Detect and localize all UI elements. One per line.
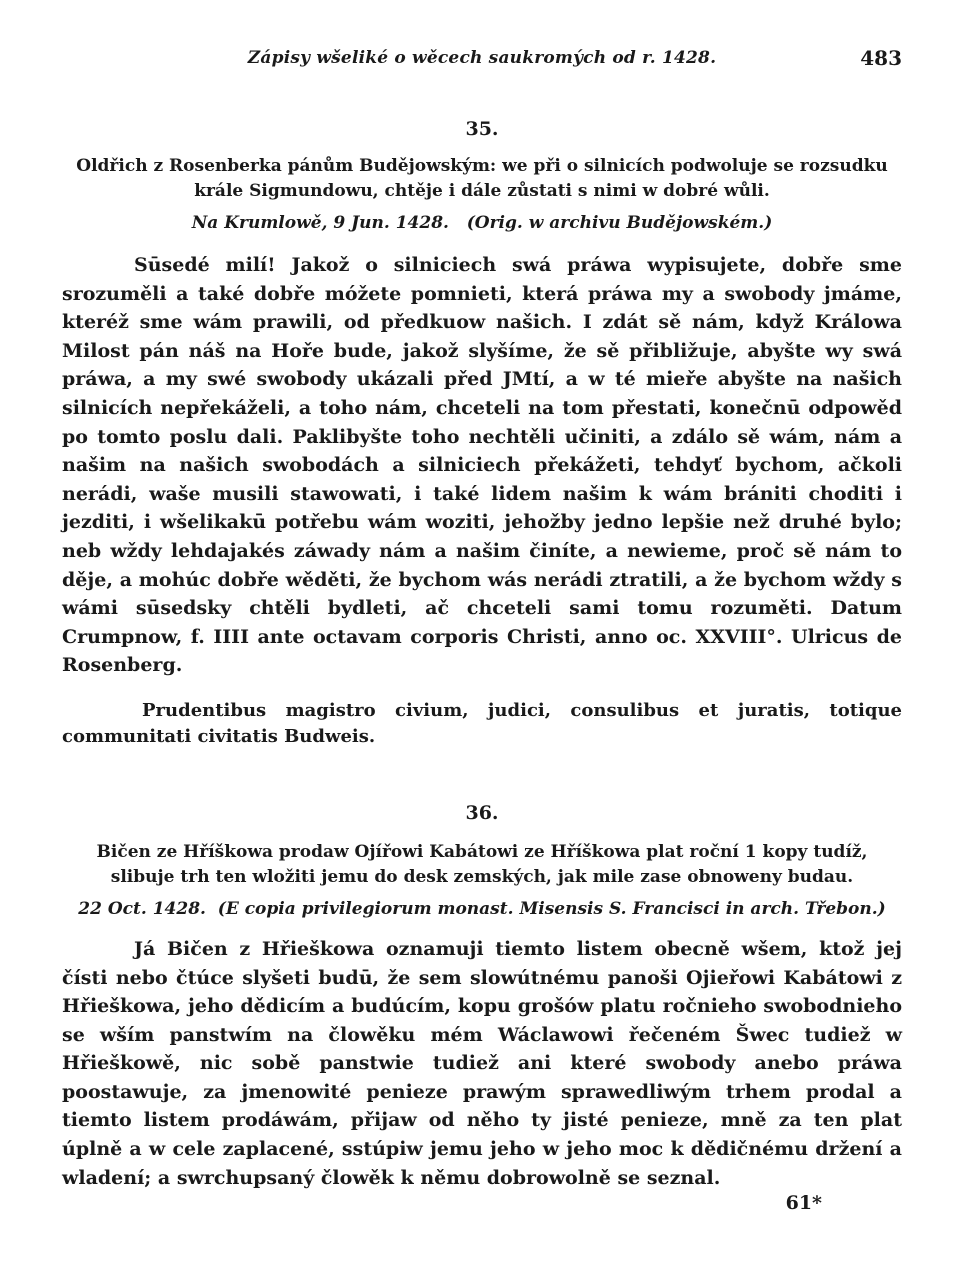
running-title: Zápisy wšeliké o wěcech saukromých od r. 1428. — [247, 48, 717, 68]
document-number-35: 35. — [465, 118, 499, 140]
document-36-dateline: 22 Oct. 1428. (E copia privilegiorum monast. Misensis S. Francisci in arch. Třebon.) — [78, 898, 886, 919]
document-35-dateline: Na Krumlowě, 9 Jun. 1428. (Orig. w archivu Budějowském.) — [191, 213, 773, 233]
document-36-summary: Bičen ze Hříškowa prodaw Ojířowi Kabátowi ze Hříškowa plat roční 1 kopy tudíž, slibuje trh ten wložiti jemu do desk zemských, jak mile zase obnoweny budau. — [96, 841, 868, 887]
document-35-text: Sūsedé milí! Jakož o silniciech swá práwa wypisujete, dobře sme srozuměli a také dobře móžete pomnieti, která práwa my a swobody jmáme, kteréž sme wám prawili, od předkuow našich. I zdát sě nám, když Králowa Milost pán náš na Hoře bude, jakož slyšíme, že sě přibližuje, abyšte wy swá práwa, a my swé swobody ukázali před JMtí, a w té mieře abyšte na našich silnicích nepřekáželi, a toho nám, chceteli na tom přestati, konečnū odpowěd po tomto poslu dali. Paklibyšte toho nechtěli učiniti, a zdálo sě wám, nám a našim na našich swobodách a silniciech překážeti, tehdyť bychom, ačkoli nerádi, waše musili stawowati, i také lidem našim k wám brániti choditi i jezditi, i wšelikakū potřebu wám woziti, jehožby jedno lepšie než druhé bylo; neb wždy lehdajakés záwady nám a našim činíte, a newieme, proč sě nám to děje, a mohúc dobře wěděti, že bychom wás nerádi ztratili, a že bychom wždy s wámi sūsedsky chtěli bydleti, ač chceteli sami tomu rozuměti. Datum Crumpnow, f. IIII ante octavam corporis Christi, anno oc. XXVIII°. Ulricus de Rosenberg. — [62, 254, 902, 677]
page-number: 483 — [860, 46, 902, 70]
document-35-address: Prudentibus magistro civium, judici, consulibus et juratis, totique communitati civitatis Budweis. — [62, 699, 902, 747]
document-number-36: 36. — [465, 801, 499, 824]
signature-mark: 61* — [785, 1192, 822, 1215]
running-head — [62, 40, 902, 80]
document-35-summary: Oldřich z Rosenberka pánům Budějowským: we při o silnicích podwoluje se rozsudku krále Sigmundowu, chtěje i dále zůstati s nimi w dobré wůli. — [76, 156, 888, 201]
document-page — [62, 40, 902, 1214]
document-36-text: Já Bičen z Hřieškowa oznamuji tiemto listem obecně wšem, ktož jej čísti nebo čtúce slyšeti budū, že sem slowútnému panoši Ojieřowi Kabátowi z Hřieškowa, jeho dědicím a budúcím, kopu grošów platu ročnieho swobodnieho se wším panstwím na člowěku mém Wáclawowi řečeném Šwec tudiež w Hřieškowě, nic sobě panstwie tudiež ani které swobody anebo práwa poostawuje, za jmenowité penieze prawým sprawedliwým trhem prodal a tiemto listem prodáwám, přijaw od něho ty jisté penieze, mně za ten plat úplně a w cele zaplacené, sstúpiw jemu jeho w jeho moc k dědičnému držení a wladení; a swrchupsaný člowěk k němu dobrowolně se seznal. — [62, 937, 902, 1189]
